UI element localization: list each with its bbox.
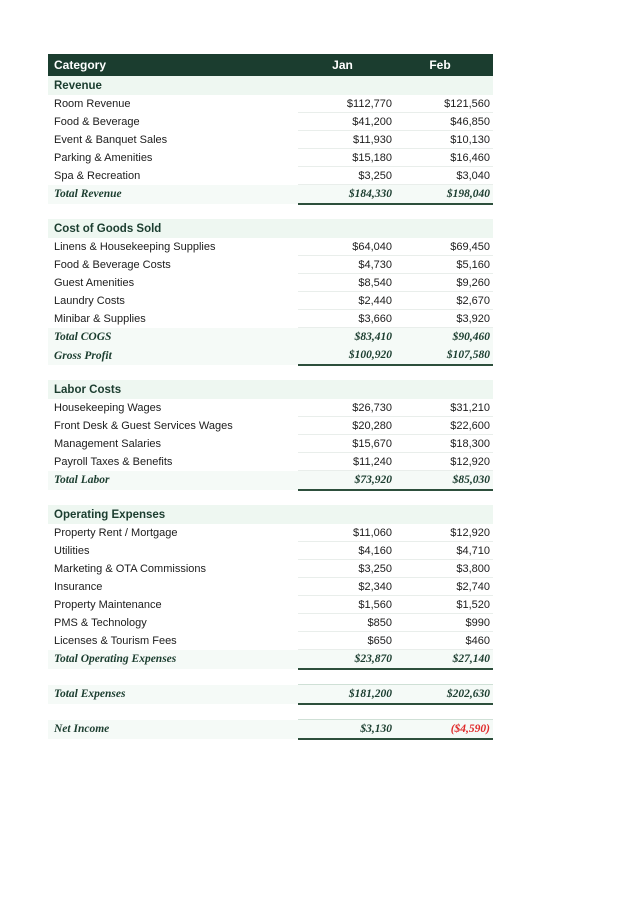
subtotal-label: Total Revenue [48, 185, 298, 205]
spacer-cell [395, 204, 493, 219]
line-item-label: Insurance [54, 580, 103, 593]
line-item-label: Guest Amenities [54, 276, 135, 289]
line-item-row [48, 453, 493, 471]
line-item-jan-value: $1,560 [298, 596, 395, 614]
line-item-label: Payroll Taxes & Benefits [54, 455, 173, 468]
section-title: Revenue [48, 76, 493, 95]
line-item-label: Food & Beverage Costs [54, 258, 171, 271]
spacer-cell [395, 365, 493, 380]
line-item-row [48, 238, 493, 256]
grand-total-feb-value: $202,630 [395, 685, 493, 705]
line-item-row [48, 578, 493, 596]
grand-total-row [48, 720, 493, 740]
spacer-cell [48, 204, 298, 219]
line-item-jan-value: $15,670 [298, 435, 395, 453]
line-item-jan-value: $11,930 [298, 131, 395, 149]
line-item-jan-value: $650 [298, 632, 395, 650]
subtotal-label: Total Operating Expenses [48, 650, 298, 670]
line-item-jan-value: $2,440 [298, 292, 395, 310]
subtotal-row [48, 328, 493, 347]
line-item-jan-value: $11,060 [298, 524, 395, 542]
table-header [48, 54, 493, 76]
line-item-jan-value: $3,250 [298, 167, 395, 185]
spacer-cell [395, 669, 493, 685]
line-item-row [48, 435, 493, 453]
subtotal-feb-value: $27,140 [395, 650, 493, 670]
line-item-feb-value: $4,710 [395, 542, 493, 560]
line-item-label: Food & Beverage [54, 115, 140, 128]
spacer-row [48, 365, 493, 380]
line-item-label: Property Maintenance [54, 598, 162, 611]
subtotal-row [48, 346, 493, 365]
spacer-cell [48, 669, 298, 685]
column-header-category: Category [48, 54, 298, 76]
line-item-jan-value: $8,540 [298, 274, 395, 292]
line-item-label: Licenses & Tourism Fees [54, 634, 177, 647]
line-item-row [48, 399, 493, 417]
line-item-feb-value: $69,450 [395, 238, 493, 256]
line-item-feb-value: $12,920 [395, 524, 493, 542]
spacer-cell [48, 365, 298, 380]
line-item-label: Room Revenue [54, 97, 131, 110]
line-item-row [48, 149, 493, 167]
line-item-jan-value: $15,180 [298, 149, 395, 167]
line-item-feb-value: $1,520 [395, 596, 493, 614]
line-item-row [48, 524, 493, 542]
spacer-row [48, 204, 493, 219]
line-item-feb-value: $5,160 [395, 256, 493, 274]
line-item-feb-value: $18,300 [395, 435, 493, 453]
subtotal-feb-value: $85,030 [395, 471, 493, 491]
line-item-feb-value: $460 [395, 632, 493, 650]
grand-total-row [48, 685, 493, 705]
line-item-jan-value: $4,160 [298, 542, 395, 560]
line-item-row [48, 632, 493, 650]
line-item-row [48, 542, 493, 560]
line-item-label: Laundry Costs [54, 294, 125, 307]
spacer-row [48, 490, 493, 505]
subtotal-label: Gross Profit [48, 346, 298, 365]
subtotal-row [48, 471, 493, 491]
subtotal-jan-value: $100,920 [298, 346, 395, 365]
line-item-feb-value: $3,800 [395, 560, 493, 578]
spacer-cell [298, 490, 395, 505]
line-item-label: Minibar & Supplies [54, 312, 146, 325]
line-item-jan-value: $11,240 [298, 453, 395, 471]
line-item-row [48, 560, 493, 578]
line-item-feb-value: $46,850 [395, 113, 493, 131]
line-item-jan-value: $20,280 [298, 417, 395, 435]
negative-value: ($4,590) [450, 723, 490, 735]
subtotal-row [48, 650, 493, 670]
line-item-jan-value: $2,340 [298, 578, 395, 596]
line-item-row [48, 95, 493, 113]
line-item-row [48, 167, 493, 185]
line-item-label: Property Rent / Mortgage [54, 526, 178, 539]
spacer-cell [48, 704, 298, 720]
line-item-jan-value: $4,730 [298, 256, 395, 274]
section-header-row [48, 76, 493, 95]
line-item-feb-value: $22,600 [395, 417, 493, 435]
line-item-row [48, 614, 493, 632]
line-item-row [48, 596, 493, 614]
line-item-jan-value: $26,730 [298, 399, 395, 417]
line-item-feb-value: $2,670 [395, 292, 493, 310]
line-item-jan-value: $3,660 [298, 310, 395, 328]
spacer-row [48, 704, 493, 720]
line-item-label: Marketing & OTA Commissions [54, 562, 207, 575]
line-item-feb-value: $9,260 [395, 274, 493, 292]
spacer-cell [298, 365, 395, 380]
subtotal-feb-value: $107,580 [395, 346, 493, 365]
subtotal-jan-value: $83,410 [298, 328, 395, 347]
line-item-feb-value: $16,460 [395, 149, 493, 167]
line-item-feb-value: $10,130 [395, 131, 493, 149]
line-item-row [48, 274, 493, 292]
line-item-row [48, 417, 493, 435]
line-item-feb-value: $2,740 [395, 578, 493, 596]
line-item-feb-value: $3,920 [395, 310, 493, 328]
line-item-feb-value: $990 [395, 614, 493, 632]
column-header-feb: Feb [395, 54, 493, 76]
line-item-label: Linens & Housekeeping Supplies [54, 240, 216, 253]
subtotal-jan-value: $23,870 [298, 650, 395, 670]
subtotal-row [48, 185, 493, 205]
spacer-cell [298, 204, 395, 219]
section-header-row [48, 380, 493, 399]
spacer-cell [298, 669, 395, 685]
subtotal-label: Total Labor [48, 471, 298, 491]
line-item-row [48, 113, 493, 131]
line-item-jan-value: $112,770 [298, 95, 395, 113]
section-header-row [48, 505, 493, 524]
line-item-label: Housekeeping Wages [54, 401, 162, 414]
grand-total-label: Total Expenses [48, 685, 298, 705]
subtotal-label: Total COGS [48, 328, 298, 347]
line-item-row [48, 131, 493, 149]
line-item-label: Utilities [54, 544, 90, 557]
line-item-label: Front Desk & Guest Services Wages [54, 419, 233, 432]
spacer-cell [298, 704, 395, 720]
subtotal-jan-value: $184,330 [298, 185, 395, 205]
line-item-label: Spa & Recreation [54, 169, 141, 182]
spacer-row [48, 669, 493, 685]
section-title: Operating Expenses [48, 505, 493, 524]
spacer-cell [395, 490, 493, 505]
line-item-label: Parking & Amenities [54, 151, 153, 164]
line-item-row [48, 310, 493, 328]
spacer-cell [395, 704, 493, 720]
line-item-label: Management Salaries [54, 437, 162, 450]
section-title: Cost of Goods Sold [48, 219, 493, 238]
section-header-row [48, 219, 493, 238]
line-item-jan-value: $3,250 [298, 560, 395, 578]
header-row [48, 54, 493, 76]
profit-and-loss-table [48, 54, 493, 740]
subtotal-feb-value: $198,040 [395, 185, 493, 205]
subtotal-feb-value: $90,460 [395, 328, 493, 347]
grand-total-label: Net Income [48, 720, 298, 740]
line-item-feb-value: $121,560 [395, 95, 493, 113]
grand-total-feb-value [395, 720, 493, 740]
line-item-feb-value: $3,040 [395, 167, 493, 185]
line-item-jan-value: $850 [298, 614, 395, 632]
line-item-feb-value: $31,210 [395, 399, 493, 417]
line-item-label: PMS & Technology [54, 616, 147, 629]
subtotal-jan-value: $73,920 [298, 471, 395, 491]
section-title: Labor Costs [48, 380, 493, 399]
line-item-feb-value: $12,920 [395, 453, 493, 471]
grand-total-jan-value: $181,200 [298, 685, 395, 705]
line-item-label: Event & Banquet Sales [54, 133, 168, 146]
spacer-cell [48, 490, 298, 505]
line-item-row [48, 256, 493, 274]
line-item-row [48, 292, 493, 310]
line-item-jan-value: $64,040 [298, 238, 395, 256]
column-header-jan: Jan [298, 54, 395, 76]
table-body [48, 76, 493, 739]
line-item-jan-value: $41,200 [298, 113, 395, 131]
grand-total-jan-value: $3,130 [298, 720, 395, 740]
